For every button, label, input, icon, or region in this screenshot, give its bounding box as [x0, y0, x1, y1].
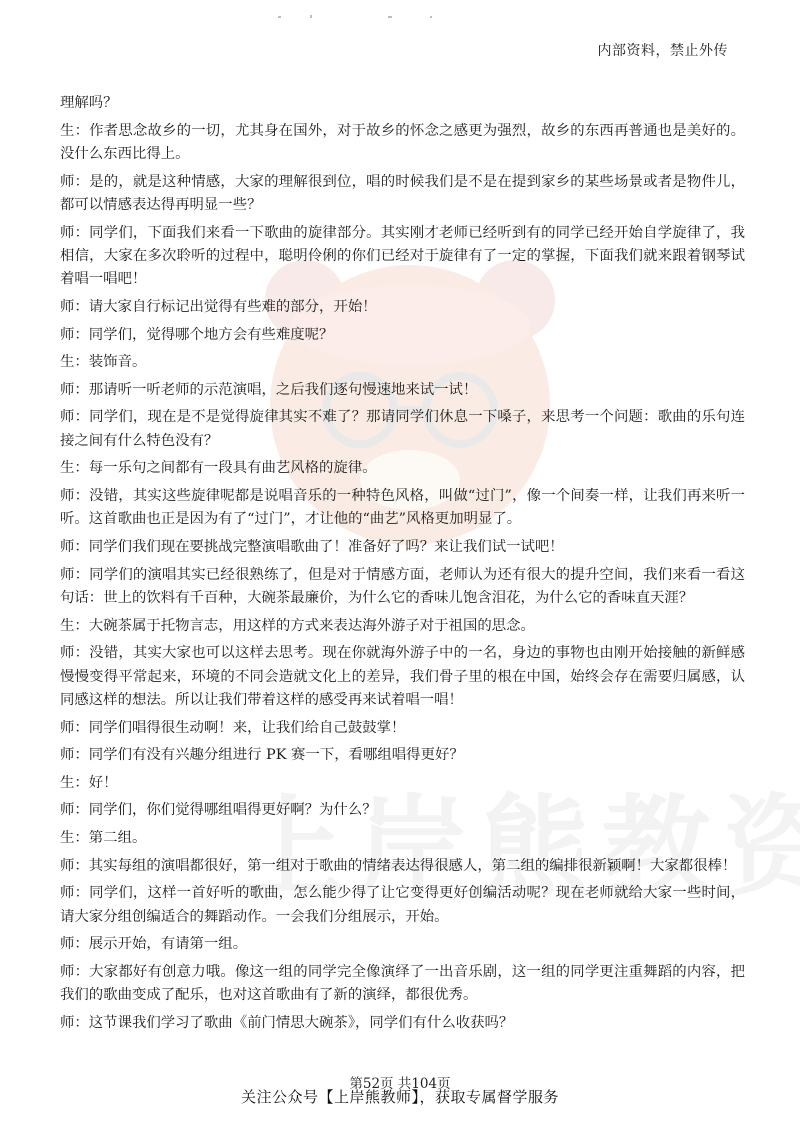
transcript-body	[60, 92, 745, 1039]
paragraph: 生：作者思念故乡的一切，尤其身在国外，对于故乡的怀念之感更为强烈，故乡的东西再普通也是美好的。没什么东西比得上。	[60, 122, 745, 162]
paragraph: 生：第二组。	[60, 829, 147, 846]
paragraph: 师：展示开始，有请第一组。	[60, 936, 248, 953]
paragraph: 师：同学们，你们觉得哪组唱得更好啊？为什么？	[60, 802, 377, 819]
paragraph: 师：其实每组的演唱都很好，第一组对于歌曲的情绪表达得很感人，第二组的编排很新颖啊！大家都很棒！	[60, 857, 737, 874]
paragraph: 师：同学们，觉得哪个地方会有些难度呢？	[60, 326, 334, 343]
scan-noise-marks	[270, 14, 470, 20]
paragraph: 师：同学们，这样一首好听的歌曲，怎么能少得了让它变得更好创编活动呢？现在老师就给大家一些时间，请大家分组创编适合的舞蹈动作。一会我们分组展示，开始。	[60, 885, 745, 925]
paragraph: 师：同学们唱得很生动啊！来，让我们给自己鼓鼓掌！	[60, 719, 406, 736]
paragraph: 师：同学们有没有兴趣分组进行 PK 赛一下，看哪组唱得更好？	[60, 747, 464, 764]
page-number: 第52页 共104页	[349, 1076, 451, 1092]
paragraph: 师：是的，就是这种情感，大家的理解很到位，唱的时候我们是不是在提到家乡的某些场景或者是物件儿，都可以情感表达得再明显一些？	[60, 173, 745, 213]
paragraph: 生：好！	[60, 774, 118, 791]
paragraph: 师：没错，其实大家也可以这样去思考。现在你就海外游子中的一名，身边的事物也由刚开始接触的新鲜感慢慢变得平常起来，环境的不同会造就文化上的差异，我们骨子里的根在中国，始终会存在需要归属感，认同感这样的想法。所以让我们带着这样的感受再来试着唱一唱！	[60, 645, 745, 708]
confidential-note: 内部资料，禁止外传	[597, 43, 728, 59]
paragraph: 师：请大家自行标记出觉得有些难的部分，开始！	[60, 299, 377, 315]
paragraph: 师：同学们，现在是不是觉得旋律其实不难了？那请同学们休息一下嗓子，来思考一个问题：歌曲的乐句连接之间有什么特色没有？	[60, 409, 745, 449]
paragraph: 理解吗？	[60, 95, 118, 111]
paragraph: 师：大家都好有创意力哦。像这一组的同学完全像演绎了一出音乐剧，这一组的同学更注重舞蹈的内容，把我们的歌曲变成了配乐，也对这首歌曲有了新的演绎，都很优秀。	[60, 963, 745, 1004]
paragraph: 生：大碗茶属于托物言志，用这样的方式来表达海外游子对于祖国的思念。	[60, 617, 535, 634]
paragraph: 师：这节课我们学习了歌曲《前门情思大碗茶》，同学们有什么收获吗？	[60, 1014, 514, 1031]
footer-promo: 关注公众号【上岸熊教师】，获取专属督学服务	[240, 1088, 559, 1106]
paragraph: 师：同学们，下面我们来看一下歌曲的旋律部分。其实刚才老师已经听到有的同学已经开始自学旋律了，我相信，大家在多次聆听的过程中，聪明伶俐的你们已经对于旋律有了一定的掌握，下面我们就来跟着钢琴试着唱一唱吧！	[60, 224, 745, 288]
paragraph: 师：同学们我们现在要挑战完整演唱歌曲了！准备好了吗？来让我们试一试吧！	[60, 538, 564, 555]
paragraph: 师：那请听一听老师的示范演唱，之后我们逐句慢速地来试一试！	[60, 381, 478, 398]
paragraph: 生：每一乐句之间都有一段具有曲艺风格的旋律。	[60, 460, 377, 477]
paragraph: 师：没错，其实这些旋律呢都是说唱音乐的一种特色风格，叫做“过门”，像一个间奏一样，让我们再来听一听。这首歌曲也正是因为有了“过门”，才让他的“曲艺”风格更加明显了。	[60, 487, 745, 528]
paragraph: 师：同学们的演唱其实已经很熟练了，但是对于情感方面，老师认为还有很大的提升空间，我们来看一看这句话：世上的饮料有千百种，大碗茶最廉价，为什么它的香味儿饱含泪花，为什么它的香味直天涯？	[60, 566, 745, 606]
paragraph: 生：装饰音。	[60, 354, 147, 371]
